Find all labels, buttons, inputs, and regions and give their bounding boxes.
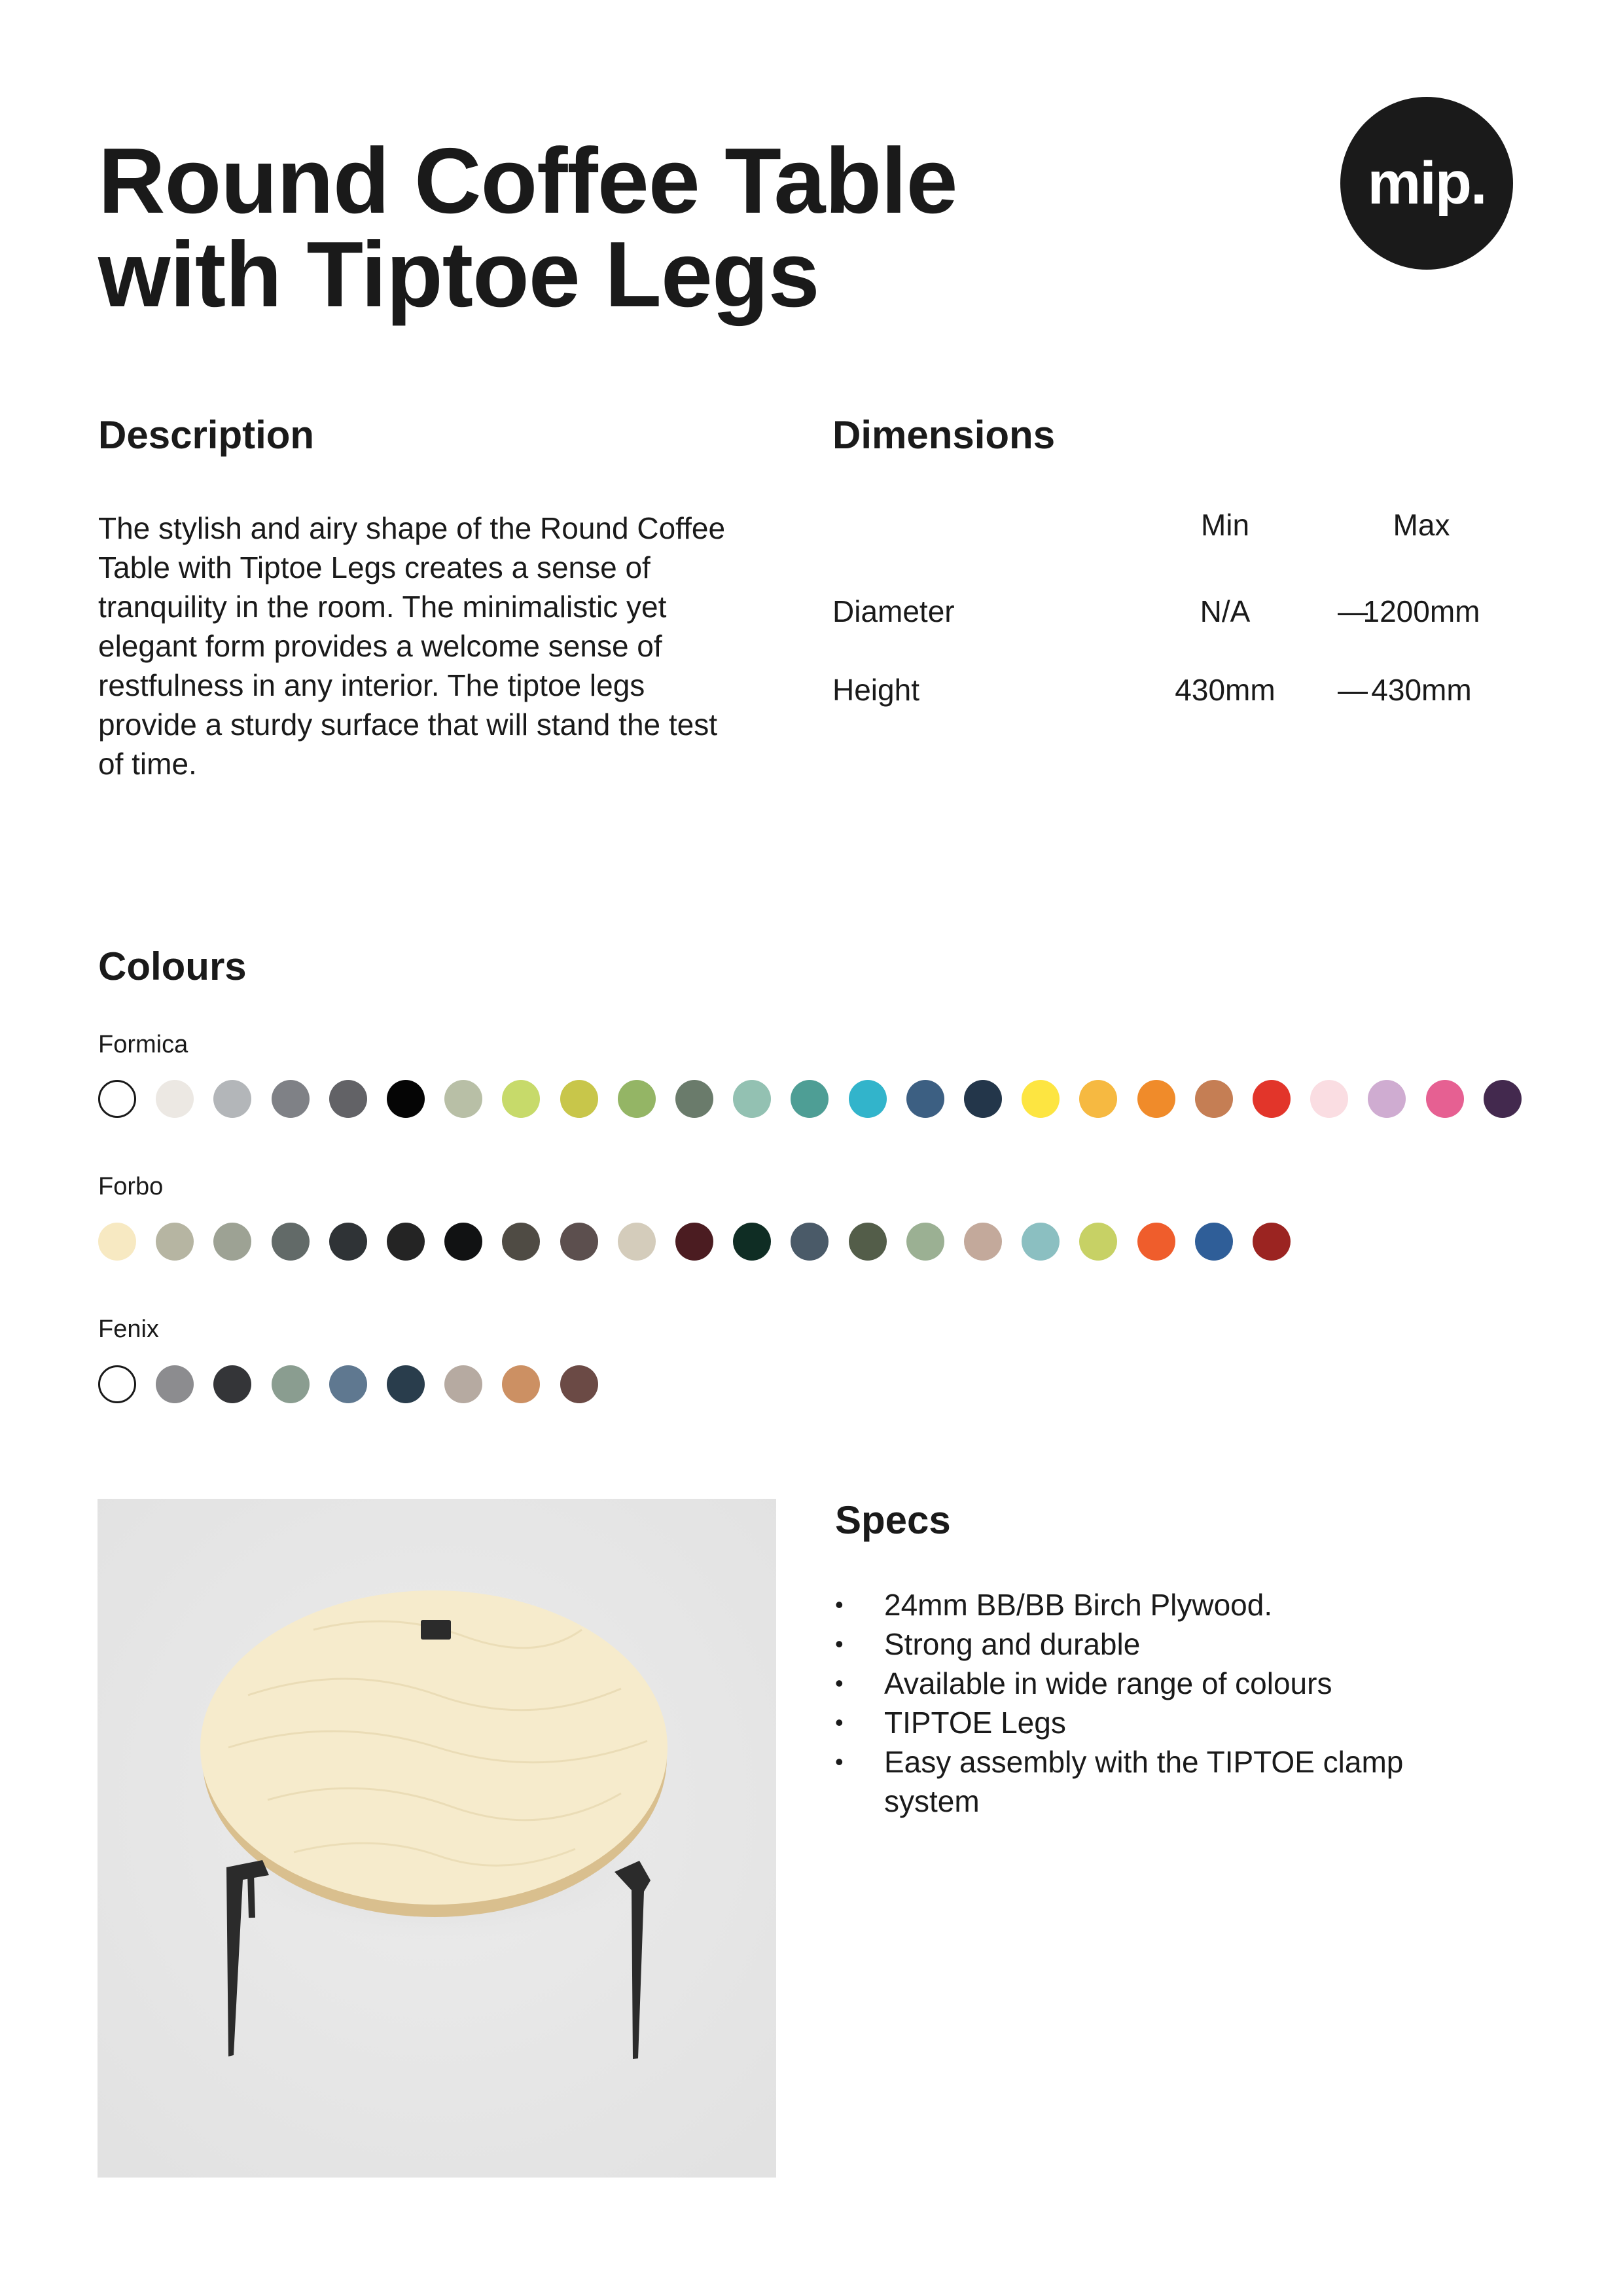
colour-swatch[interactable] (675, 1080, 713, 1118)
colour-swatch[interactable] (156, 1223, 194, 1261)
spec-item: • 24mm BB/BB Birch Plywood. (835, 1585, 1489, 1624)
colour-swatch[interactable] (98, 1223, 136, 1261)
colour-swatch[interactable] (791, 1223, 829, 1261)
colour-swatch[interactable] (329, 1080, 367, 1118)
colour-swatch[interactable] (1022, 1080, 1060, 1118)
dimension-max: 430mm (1371, 673, 1472, 707)
colour-swatch[interactable] (733, 1080, 771, 1118)
dimension-row-height (832, 672, 1552, 711)
dimensions-heading: Dimensions (832, 413, 1056, 457)
dimensions-table (832, 507, 1552, 723)
colour-swatch[interactable] (791, 1080, 829, 1118)
colour-swatch[interactable] (1310, 1080, 1348, 1118)
colour-swatch[interactable] (1253, 1223, 1291, 1261)
colour-swatch[interactable] (272, 1080, 310, 1118)
colour-swatch[interactable] (733, 1223, 771, 1261)
spec-item: • Available in wide range of colours (835, 1664, 1489, 1703)
fenix-label: Fenix (98, 1316, 159, 1343)
colour-swatch[interactable] (444, 1223, 482, 1261)
dimension-dash: — (1338, 594, 1368, 628)
dimension-min: N/A (1200, 594, 1251, 628)
colour-swatch[interactable] (1484, 1080, 1522, 1118)
description-line: Table with Tiptoe Legs creates a sense of (98, 550, 651, 584)
colour-swatch[interactable] (906, 1080, 944, 1118)
description-line: restfulness in any interior. The tiptoe legs (98, 668, 645, 702)
colour-swatch[interactable] (849, 1223, 887, 1261)
colour-swatch[interactable] (1426, 1080, 1464, 1118)
spec-item: • Strong and durable (835, 1624, 1489, 1664)
colour-swatch[interactable] (329, 1223, 367, 1261)
colour-swatch[interactable] (1079, 1080, 1117, 1118)
colour-swatch[interactable] (329, 1365, 367, 1403)
colour-swatch[interactable] (849, 1080, 887, 1118)
spec-item: • Easy assembly with the TIPTOE clamp (835, 1742, 1489, 1782)
colour-swatch[interactable] (502, 1223, 540, 1261)
colour-swatch[interactable] (444, 1080, 482, 1118)
specs-list (835, 1585, 1489, 1782)
dimensions-header-row (832, 507, 1552, 547)
colour-swatch[interactable] (272, 1365, 310, 1403)
colour-swatch[interactable] (906, 1223, 944, 1261)
colour-swatch[interactable] (675, 1223, 713, 1261)
description-line: tranquility in the room. The minimalistic yet (98, 590, 667, 624)
title-line-2: with Tiptoe Legs (98, 223, 819, 327)
logo-text: mip. (1367, 149, 1486, 217)
formica-label: Formica (98, 1031, 188, 1058)
colour-swatch[interactable] (1137, 1080, 1175, 1118)
colour-swatch[interactable] (1195, 1080, 1233, 1118)
fenix-swatches (98, 1365, 622, 1406)
colour-swatch[interactable] (1137, 1223, 1175, 1261)
max-column-header: Max (1393, 508, 1450, 542)
colour-swatch[interactable] (213, 1080, 251, 1118)
coffee-table-illustration (98, 1499, 776, 2178)
colour-swatch[interactable] (272, 1223, 310, 1261)
colour-swatch[interactable] (560, 1223, 598, 1261)
description-line: provide a sturdy surface that will stand the test (98, 708, 718, 742)
colour-swatch[interactable] (618, 1223, 656, 1261)
colour-swatch[interactable] (618, 1080, 656, 1118)
dimension-dash: — (1338, 673, 1368, 707)
colours-heading: Colours (98, 944, 247, 988)
colour-swatch[interactable] (387, 1223, 425, 1261)
colour-swatch[interactable] (1368, 1080, 1406, 1118)
colour-swatch[interactable] (387, 1365, 425, 1403)
description-heading: Description (98, 413, 315, 457)
colour-swatch[interactable] (560, 1365, 598, 1403)
forbo-label: Forbo (98, 1173, 164, 1200)
formica-swatches (98, 1080, 1518, 1121)
description-line: of time. (98, 747, 197, 781)
colour-swatch[interactable] (502, 1365, 540, 1403)
spec-item: • TIPTOE Legs (835, 1703, 1489, 1742)
dimension-label: Diameter (832, 594, 955, 628)
colour-swatch[interactable] (213, 1365, 251, 1403)
description-line: The stylish and airy shape of the Round Coffee (98, 511, 726, 545)
colour-swatch[interactable] (560, 1080, 598, 1118)
specs-heading: Specs (835, 1498, 951, 1542)
colour-swatch[interactable] (1079, 1223, 1117, 1261)
dimension-row-diameter (832, 594, 1552, 633)
dimension-label: Height (832, 673, 919, 707)
colour-swatch[interactable] (213, 1223, 251, 1261)
colour-swatch[interactable] (1253, 1080, 1291, 1118)
colour-swatch[interactable] (98, 1080, 136, 1118)
colour-swatch[interactable] (156, 1080, 194, 1118)
colour-swatch[interactable] (502, 1080, 540, 1118)
spec-item-continuation: system (884, 1784, 980, 1818)
min-column-header: Min (1200, 508, 1250, 542)
dimension-max: 1200mm (1363, 594, 1480, 628)
forbo-swatches (98, 1223, 1302, 1263)
mip-logo (1340, 97, 1513, 270)
product-photo (98, 1499, 776, 2178)
description-line: elegant form provides a welcome sense of (98, 629, 662, 663)
dimension-min: 430mm (1175, 673, 1275, 707)
colour-swatch[interactable] (156, 1365, 194, 1403)
colour-swatch[interactable] (1195, 1223, 1233, 1261)
colour-swatch[interactable] (964, 1223, 1002, 1261)
colour-swatch[interactable] (98, 1365, 136, 1403)
page-title (98, 129, 1211, 327)
colour-swatch[interactable] (444, 1365, 482, 1403)
colour-swatch[interactable] (1022, 1223, 1060, 1261)
title-line-1: Round Coffee Table (98, 129, 957, 233)
colour-swatch[interactable] (964, 1080, 1002, 1118)
description-text (98, 509, 779, 783)
colour-swatch[interactable] (387, 1080, 425, 1118)
